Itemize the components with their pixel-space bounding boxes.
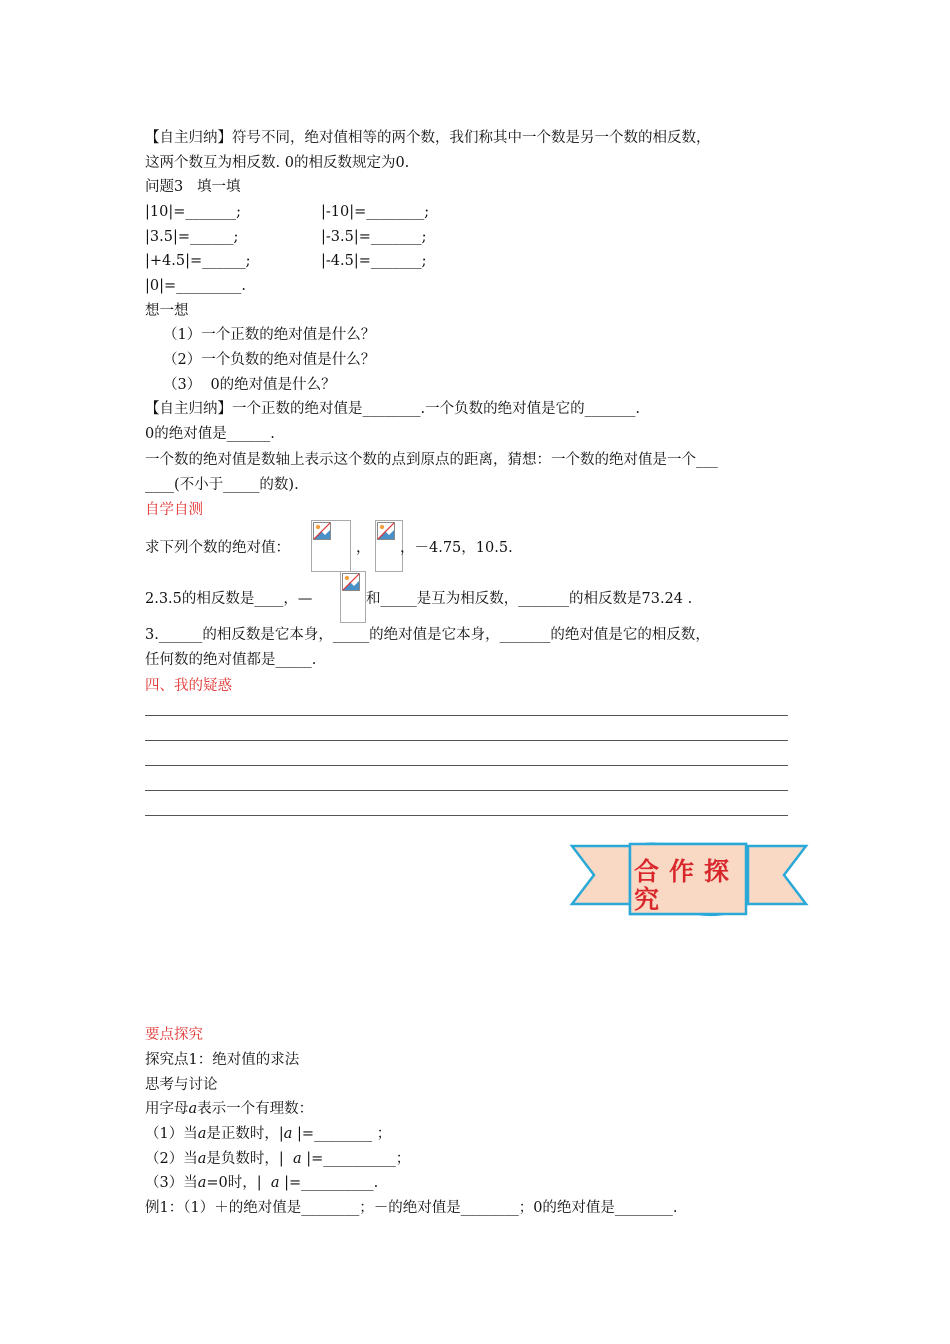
summary1-line1: 【自主归纳】符号不同，绝对值相等的两个数，我们称其中一个数是另一个数的相反数，	[145, 130, 711, 146]
example-1: 例1：（1）＋的绝对值是________；－的绝对值是________；0的绝对值是________.	[145, 1200, 678, 1216]
selftest-q2-rest: 和_____是互为相反数，_______的相反数是73.24 .	[366, 591, 693, 607]
q3-row-left: |10|=_______;	[145, 204, 242, 220]
case-item: （2）当a是负数时，| a |=__________；	[145, 1151, 411, 1167]
writing-line	[145, 790, 788, 791]
think-title: 想一想	[145, 303, 189, 319]
summary2-line3: 一个数的绝对值是数轴上表示这个数的点到原点的距离，猜想：一个数的绝对值是一个___	[145, 452, 718, 468]
q3-row-left: |+4.5|=______;	[145, 253, 251, 269]
q3-row-left: |3.5|=______;	[145, 229, 239, 245]
broken-image-icon	[375, 520, 403, 572]
question3-title: 问题3 填一填	[145, 179, 241, 195]
writing-line	[145, 715, 788, 716]
selftest-title: 自学自测	[145, 502, 203, 518]
think-item: （3） 0的绝对值是什么？	[163, 377, 336, 393]
intro-text: 表示一个有理数：	[197, 1101, 314, 1117]
broken-image-icon	[340, 571, 366, 623]
selftest-q1-rest: ，－4.75，10.5.	[400, 540, 513, 556]
doubt-title: 四、我的疑惑	[145, 678, 232, 694]
case-item: （3）当a=0时，| a |=__________.	[145, 1175, 379, 1191]
writing-line	[145, 765, 788, 766]
intro-text: 用字母	[145, 1101, 189, 1117]
q3-row-right: |-10|=________;	[321, 204, 430, 220]
broken-image-icon	[311, 520, 351, 572]
writing-line	[145, 815, 788, 816]
selftest-q1-text: 求下列个数的绝对值：	[145, 540, 290, 556]
summary2-line4: ____(不小于_____的数).	[145, 477, 299, 493]
key-points-title: 要点探究	[145, 1027, 203, 1043]
summary2-line2: 0的绝对值是______.	[145, 426, 275, 442]
selftest-q2-text: 2.3.5的相反数是____，—	[145, 591, 313, 607]
q3-row-left: |0|=_________.	[145, 278, 247, 294]
writing-line	[145, 740, 788, 741]
summary1-line2: 这两个数互为相反数. 0的相反数规定为0.	[145, 155, 410, 171]
selftest-q3-line2: 任何数的绝对值都是_____.	[145, 652, 317, 668]
selftest-q3-line1: 3.______的相反数是它本身，_____的绝对值是它本身，_______的绝对值是它的相反数，	[145, 627, 710, 643]
banner-title: 合作探究	[634, 857, 740, 914]
discuss-title: 思考与讨论	[145, 1077, 218, 1093]
intro-line	[145, 1099, 313, 1119]
think-item: （2）一个负数的绝对值是什么？	[163, 352, 376, 368]
think-item: （1）一个正数的绝对值是什么？	[163, 327, 376, 343]
variable-a: a	[188, 1101, 198, 1117]
q3-row-right: |-3.5|=_______;	[321, 229, 427, 245]
q3-row-right: |-4.5|=_______;	[321, 253, 427, 269]
inquiry-point-1: 探究点1：绝对值的求法	[145, 1052, 300, 1068]
case-item: （1）当a是正数时，|a |=________ ；	[145, 1126, 392, 1142]
selftest-q1-sep: ，	[356, 540, 371, 556]
summary2-line1: 【自主归纳】一个正数的绝对值是________.一个负数的绝对值是它的_______.	[145, 401, 640, 417]
